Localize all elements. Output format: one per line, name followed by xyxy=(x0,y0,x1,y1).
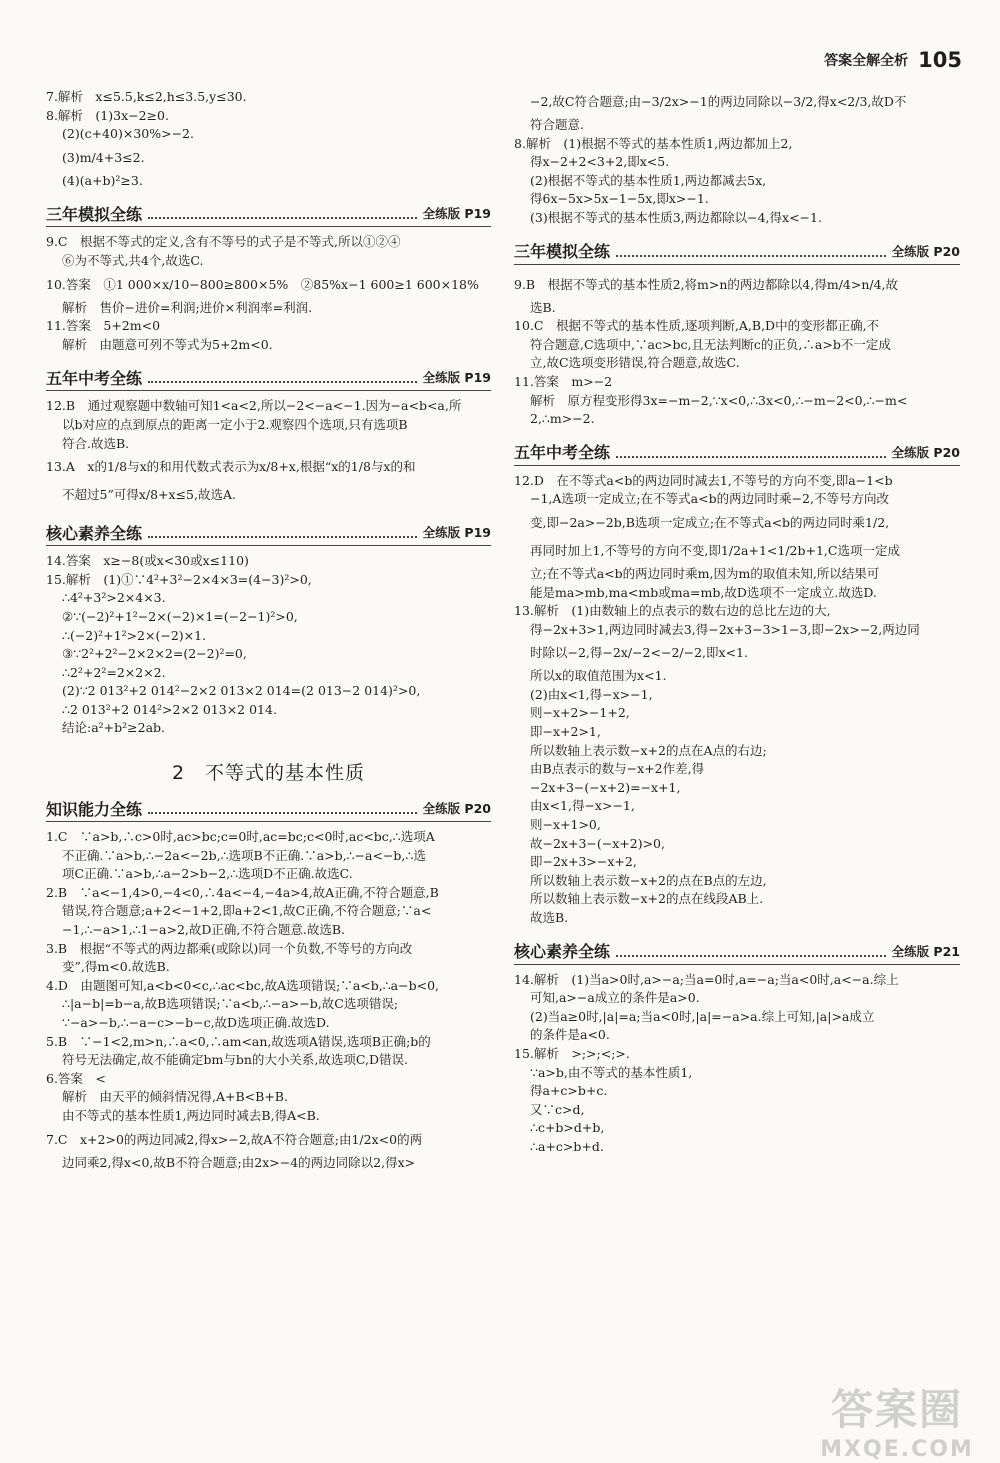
left-column xyxy=(46,88,491,1172)
leader-dots xyxy=(616,945,886,957)
section-header xyxy=(514,938,960,965)
section-version: 全练版 P21 xyxy=(891,943,960,959)
answer-line: 所以x的取值范围为x<1. xyxy=(530,668,667,684)
section-title: 五年中考全练 xyxy=(514,443,611,463)
answer-line: 由不等式的基本性质1,两边同时减去B,得A<B. xyxy=(62,1107,320,1123)
answer-line: 6.答案 < xyxy=(46,1070,106,1086)
watermark-text: 答案圈 xyxy=(830,1385,963,1434)
section-version: 全练版 P19 xyxy=(422,206,491,222)
answer-line: 解析 原方程变形得3x=−m−2,∵x<0,∴3x<0,∴−m−2<0,∴−m< xyxy=(530,392,908,408)
answer-line: 选B. xyxy=(530,299,556,315)
answer-line: 13.解析 (1)由数轴上的点表示的数右边的总比左边的大, xyxy=(514,603,831,619)
answer-line: 立,故C选项变形错误,符合题意,故选C. xyxy=(530,355,740,371)
leader-dots xyxy=(148,207,417,219)
answer-line: (2)根据不等式的基本性质1,两边都减去5x, xyxy=(530,172,767,188)
answer-line: 得−2x+3>1,两边同时减去3,得−2x+3−3>1−3,即−2x>−2,两边同 xyxy=(530,621,920,637)
answer-line: 结论:a²+b²≥2ab. xyxy=(62,720,166,736)
answer-line: 符合题意,C选项中,∵ac>bc,且无法判断c的正负,∴a>b不一定成 xyxy=(530,336,891,352)
answer-line: −2x+3−(−x+2)=−x+1, xyxy=(530,779,681,795)
answer-line: 1.C ∵a>b,∴c>0时,ac>bc;c=0时,ac=bc;c<0时,ac<bc,∴选项A xyxy=(46,829,435,845)
answer-line: 由x<1,得−x>−1, xyxy=(530,798,635,814)
watermark-url: MXQE.COM xyxy=(820,1437,974,1462)
section-version: 全练版 P20 xyxy=(422,801,491,817)
answer-line: 14.答案 x≥−8(或x<30或x≤110) xyxy=(46,553,249,569)
section-header xyxy=(46,200,491,227)
answer-block xyxy=(514,971,960,1157)
answer-line: 则−x+2>−1+2, xyxy=(530,705,630,721)
answer-line: 解析 由题意可列不等式为5+2m<0. xyxy=(62,336,273,352)
answer-line: 再同时加上1,不等号的方向不变,即1/2a+1<1/2b+1,C选项一定成 xyxy=(530,542,900,558)
answer-line: ∴4²+3²>2×4×3. xyxy=(62,590,166,606)
answer-line: 得6x−5x>5x−1−5x,即x>−1. xyxy=(530,191,709,207)
answer-line: 14.解析 (1)当a>0时,a>−a;当a=0时,a=−a;当a<0时,a<−a.综上 xyxy=(514,971,899,987)
answer-line: −1,∴−a>1,∴1−a>2,故D正确,不符合题意.故选B. xyxy=(62,922,346,938)
answer-line: 2,∴m>−2. xyxy=(530,411,595,427)
answer-line: ∴|a−b|=b−a,故B选项错误;∵a<b,∴−a>−b,故C选项错误; xyxy=(62,996,399,1012)
answer-line: 由B点表示的数与−x+2作差,得 xyxy=(530,761,705,777)
answer-line: ∵a>b,由不等式的基本性质1, xyxy=(530,1064,693,1080)
leader-dots xyxy=(148,526,417,538)
answer-line: 9.C 根据不等式的定义,含有不等号的式子是不等式,所以①②④ xyxy=(46,234,401,250)
answer-block xyxy=(514,271,960,429)
answer-line: 12.D 在不等式a<b的两边同时减去1,不等号的方向不变,即a−1<b xyxy=(514,472,893,488)
answer-line: 得x−2+2<3+2,即x<5. xyxy=(530,154,670,170)
answer-block xyxy=(46,552,491,738)
section-version: 全练版 P19 xyxy=(422,525,491,541)
leader-dots xyxy=(148,802,417,814)
answer-line: 解析 售价−进价=利润;进价×利润率=利润. xyxy=(62,299,313,315)
answer-line: 8.解析 (1)根据不等式的基本性质1,两边都加上2, xyxy=(514,135,793,151)
answer-block xyxy=(514,88,960,228)
answer-line: −2,故C符合题意;由−3/2x>−1的两边同除以−3/2,得x<2/3,故D不 xyxy=(530,94,907,109)
answer-line: 不超过5”可得x/8+x≤5,故选A. xyxy=(62,487,236,503)
answer-line: 3.B 根据“不等式的两边都乘(或除以)同一个负数,不等号的方向改 xyxy=(46,940,413,956)
answer-line: 12.B 通过观察题中数轴可知1<a<2,所以−2<−a<−1.因为−a<b<a,所 xyxy=(46,398,462,414)
answer-block xyxy=(46,828,491,1172)
answer-line: (4)(a+b)²≥3. xyxy=(62,172,143,188)
answer-line: ③∵2²+2²−2×2×2=(2−2)²=0, xyxy=(62,646,247,662)
section-title: 五年中考全练 xyxy=(46,368,143,388)
section-version: 全练版 P19 xyxy=(422,370,491,386)
answer-line: 的条件是a<0. xyxy=(530,1027,610,1043)
answer-line: 项C正确.∵a>b,∴a−2>b−2,∴选项D不正确.故选C. xyxy=(62,866,353,882)
answer-line: 即−2x+3>−x+2, xyxy=(530,854,637,870)
answer-line: 即−x+2>1, xyxy=(530,724,601,740)
page-header xyxy=(824,48,962,72)
answer-line: (3)根据不等式的基本性质3,两边都除以−4,得x<−1. xyxy=(530,209,822,225)
answer-line: 立;在不等式a<b的两边同时乘m,因为m的取值未知,所以结果可 xyxy=(530,565,880,581)
answer-block xyxy=(46,88,491,190)
answer-line: 能是ma>mb,ma<mb或ma=mb,故D选项不一定成立.故选D. xyxy=(530,584,877,600)
answer-line: 9.B 根据不等式的基本性质2,将m>n的两边都除以4,得m/4>n/4,故 xyxy=(514,276,899,292)
answer-line: 5.B ∵−1<2,m>n,∴a<0,∴am<an,故选项A错误,选项B正确;b的 xyxy=(46,1033,431,1049)
answer-line: 7.C x+2>0的两边同减2,得x>−2,故A不符合题意;由1/2x<0的两 xyxy=(46,1131,423,1147)
answer-line: 得a+c>b+c. xyxy=(530,1083,608,1099)
section-version: 全练版 P20 xyxy=(891,444,960,460)
answer-line: 15.解析 >;>;<;>. xyxy=(514,1045,630,1061)
answer-block xyxy=(46,397,491,509)
answer-line: 所以数轴上表示数−x+2的点在A点的右边; xyxy=(530,742,767,758)
answer-line: 则−x+1>0, xyxy=(530,817,601,833)
answer-line: 11.答案 m>−2 xyxy=(514,373,613,389)
answer-block xyxy=(514,472,960,928)
answer-line: 时除以−2,得−2x/−2<−2/−2,即x<1. xyxy=(530,645,748,661)
header-title: 答案全解全析 xyxy=(824,53,909,69)
answer-line: 又∵c>d, xyxy=(530,1101,585,1117)
answer-line: (2)∵2 013²+2 014²−2×2 013×2 014=(2 013−2 014)²>0, xyxy=(62,683,421,699)
section-title: 核心素养全练 xyxy=(514,942,611,962)
section-header xyxy=(46,364,491,391)
answer-line: 15.解析 (1)①∵4²+3²−2×4×3=(4−3)²>0, xyxy=(46,571,312,587)
answer-line: 11.答案 5+2m<0 xyxy=(46,318,161,334)
answer-line: −1,A选项一定成立;在不等式a<b的两边同时乘−2,不等号方向改 xyxy=(530,491,889,507)
answer-block xyxy=(46,233,491,354)
answer-line: 2.B ∵a<−1,4>0,−4<0,∴4a<−4,−4a>4,故A正确,不符合题意,B xyxy=(46,884,439,900)
watermark-logo xyxy=(812,1377,982,1462)
answer-line: ⑥为不等式,共4个,故选C. xyxy=(62,252,204,268)
leader-dots xyxy=(616,245,886,257)
section-header xyxy=(514,238,960,265)
answer-line: 符号无法确定,故不能确定bm与bn的大小关系,故选项C,D错误. xyxy=(62,1052,408,1068)
answer-line: (2)当a≥0时,|a|=a;当a<0时,|a|=−a>a.综上可知,|a|>a成立 xyxy=(530,1008,875,1024)
section-title: 三年模拟全练 xyxy=(46,204,143,224)
leader-dots xyxy=(616,446,886,458)
answer-line: ②∵(−2)²+1²−2×(−2)×1=(−2−1)²>0, xyxy=(62,608,298,624)
answer-line: 变,即−2a>−2b,B选项一定成立;在不等式a<b的两边同时乘1/2, xyxy=(530,514,890,530)
section-header xyxy=(514,439,960,466)
right-column xyxy=(514,88,960,1157)
section-title: 三年模拟全练 xyxy=(514,242,611,262)
chapter-title: 2 不等式的基本性质 xyxy=(171,762,366,785)
answer-line: 8.解析 (1)3x−2≥0. xyxy=(46,107,169,123)
answer-line: 10.答案 ①1 000×x/10−800≥800×5% ②85%x−1 600≥1 600×18% xyxy=(46,276,479,292)
answer-line: 故选B. xyxy=(530,910,569,925)
answer-line: ∵−a>−b,∴−a−c>−b−c,故D选项正确.故选D. xyxy=(62,1015,330,1030)
answer-line: 错误,符合题意;a+2<−1+2,即a+2<1,故C正确,不符合题意;∵a< xyxy=(62,903,432,919)
page-number: 105 xyxy=(918,48,962,72)
answer-line: ∴2²+2²=2×2×2. xyxy=(62,664,166,680)
answer-line: 所以数轴上表示数−x+2的点在B点的左边, xyxy=(530,872,767,888)
answer-line: 4.D 由题图可知,a<b<0<c,∴ac<bc,故A选项错误;∵a<b,∴a−b<0, xyxy=(46,977,439,993)
answer-line: (3)m/4+3≤2. xyxy=(62,149,145,165)
answer-line: 解析 由天平的倾斜情况得,A+B<B+B. xyxy=(62,1089,288,1105)
answer-line: 变”,得m<0.故选B. xyxy=(62,959,170,975)
section-title: 核心素养全练 xyxy=(46,523,143,543)
section-header xyxy=(46,795,491,822)
section-version: 全练版 P20 xyxy=(891,243,960,259)
answer-line: 符合题意. xyxy=(530,117,584,132)
answer-line: ∴(−2)²+1²>2×(−2)×1. xyxy=(62,627,207,643)
answer-line: (2)由x<1,得−x>−1, xyxy=(530,686,653,702)
section-title: 知识能力全练 xyxy=(46,799,143,819)
answer-line: 10.C 根据不等式的基本性质,逐项判断,A,B,D中的变形都正确,不 xyxy=(514,318,880,334)
answer-line: ∴2 013²+2 014²>2×2 013×2 014. xyxy=(62,701,277,717)
answer-line: 以b对应的点到原点的距离一定小于2.观察四个选项,只有选项B xyxy=(62,416,408,432)
section-header xyxy=(46,519,491,546)
answer-line: 不正确.∵a>b,∴−2a<−2b,∴选项B不正确.∵a>b,∴−a<−b,∴选 xyxy=(62,847,426,863)
answer-line: 所以数轴上表示数−x+2的点在线段AB上. xyxy=(530,891,764,907)
answer-line: 边同乘2,得x<0,故B不符合题意;由2x>−4的两边同除以2,得x> xyxy=(62,1154,416,1170)
answer-line: ∴a+c>b+d. xyxy=(530,1138,604,1154)
answer-line: 故−2x+3−(−x+2)>0, xyxy=(530,835,665,851)
answer-line: 13.A x的1/8与x的和用代数式表示为x/8+x,根据“x的1/8与x的和 xyxy=(46,459,416,475)
answer-line: ∴c+b>d+b, xyxy=(530,1120,605,1136)
leader-dots xyxy=(148,371,417,383)
answer-line: 可知,a>−a成立的条件是a>0. xyxy=(530,990,700,1006)
answer-line: 7.解析 x≤5.5,k≤2,h≤3.5,y≤30. xyxy=(46,89,247,104)
answer-line: 符合.故选B. xyxy=(62,435,130,451)
answer-line: (2)(c+40)×30%>−2. xyxy=(62,126,194,142)
